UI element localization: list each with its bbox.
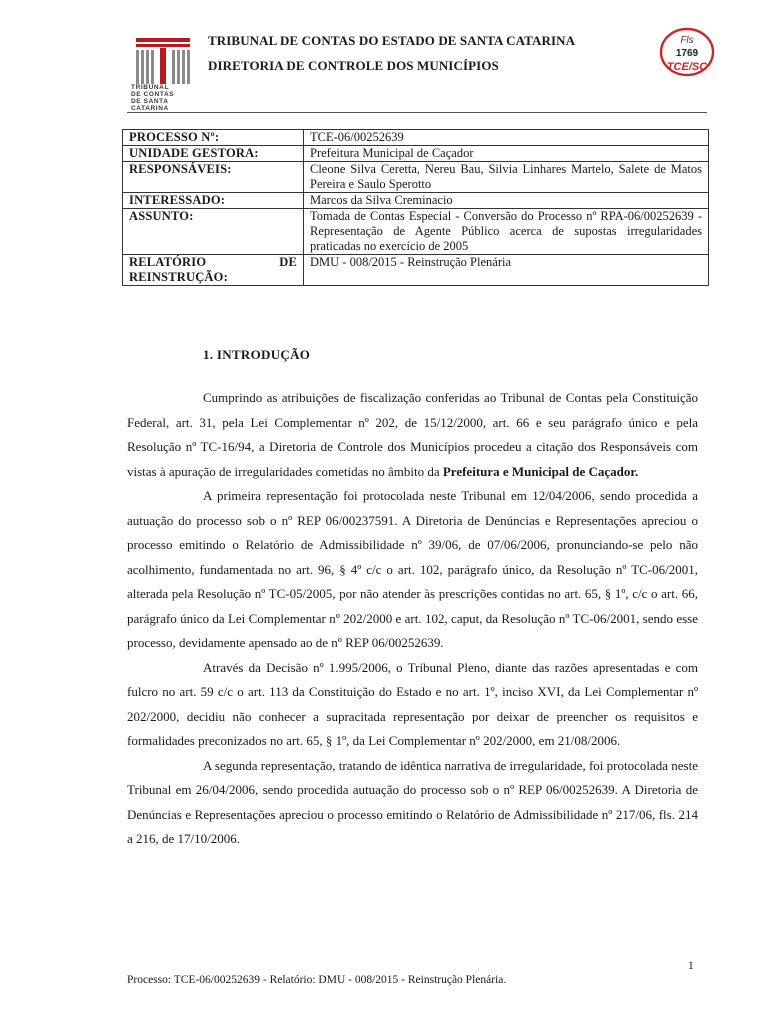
stamp-tce-label: TCE/SC — [666, 61, 708, 73]
unidade-label: UNIDADE GESTORA: — [123, 146, 304, 162]
table-row — [123, 146, 709, 162]
logo-wordmark: TRIBUNAL DE CONTAS DE SANTA CATARINA — [131, 84, 175, 112]
paragraph-4: A segunda representação, tratando de idêntica narrativa de irregularidade, foi protocolada neste Tribunal em 26/04/2006, sendo procedida autuação do processo sob o nº REP 06/00252639. A Diretoria de Denúncias e Representações apreciou o processo emitindo o Relatório de Admissibilidade nº 217/06, fls. 214 a 216, de 17/10/2006. — [127, 757, 698, 846]
table-row — [123, 130, 709, 146]
directorate-name: DIRETORIA DE CONTROLE DOS MUNICÍPIOS — [208, 58, 499, 73]
relatorio-label-word1: RELATÓRIO — [129, 255, 207, 269]
responsaveis-value: Cleone Silva Ceretta, Nereu Bau, Silvia Linhares Martelo, Salete de Matos Pereira e Saulo Sperotto — [304, 162, 709, 193]
entity-name: Prefeitura e Municipal de Caçador. — [442, 463, 639, 479]
table-row — [123, 193, 709, 209]
processo-label: PROCESSO Nº: — [123, 130, 304, 146]
org-name: TRIBUNAL DE CONTAS DO ESTADO DE SANTA CATARINA — [208, 33, 576, 48]
interessado-value: Marcos da Silva Creminacio — [304, 193, 709, 209]
relatorio-label-word3: REINSTRUÇÃO: — [129, 270, 228, 284]
paragraph-1: Cumprindo as atribuições de fiscalização conferidas ao Tribunal de Contas pela Constituição Federal, art. 31, pela Lei Complementar nº 202, de 15/12/2000, art. 66 e seu parágrafo único e pela Resolução nº TC-16/94, a Diretoria de Controle dos Municípios procedeu a citação dos Responsáveis com vistas à apuração de irregularidades cometidas no âmbito da Prefeitura e Municipal de Caçador. — [127, 390, 698, 479]
process-info-table — [122, 129, 709, 286]
header-divider — [127, 112, 707, 113]
relatorio-value: DMU - 008/2015 - Reinstrução Plenária — [304, 255, 709, 286]
page-number: 1 — [688, 960, 694, 972]
stamp-fls-label: Fls — [680, 35, 694, 46]
folio-stamp — [658, 26, 716, 78]
table-row — [123, 209, 709, 255]
unidade-value: Prefeitura Municipal de Caçador — [304, 146, 709, 162]
assunto-label: ASSUNTO: — [123, 209, 304, 255]
table-row — [123, 255, 709, 286]
relatorio-label-word2: DE — [279, 255, 297, 269]
responsaveis-label: RESPONSÁVEIS: — [123, 162, 304, 193]
page-footer: Processo: TCE-06/00252639 - Relatório: DMU - 008/2015 - Reinstrução Plenária. — [127, 974, 507, 986]
paragraph-3: Através da Decisão nº 1.995/2006, o Tribunal Pleno, diante das razões apresentadas e com fulcro no art. 59 c/c o art. 113 da Constituição do Estado e no art. 1º, inciso XVI, da Lei Complementar nº 202/2000, decidiu não conhecer a supracitada representação por deixar de preencher os requisitos e formalidades preconizados no art. 65, § 1º, da Lei Complementar nº 202/2000, em 21/08/2006. — [127, 659, 698, 748]
assunto-value: Tomada de Contas Especial - Conversão do Processo nº RPA-06/00252639 - Representação de Agente Público acerca de supostas irregularidades praticadas no exercício de 2005 — [304, 209, 709, 255]
processo-value: TCE-06/00252639 — [304, 130, 709, 146]
relatorio-label — [123, 255, 304, 286]
table-row — [123, 162, 709, 193]
stamp-folio-number: 1769 — [675, 48, 699, 59]
section-title: 1. INTRODUÇÃO — [203, 347, 311, 362]
paragraph-2: A primeira representação foi protocolada neste Tribunal em 12/04/2006, sendo procedida a autuação do processo sob o nº REP 06/00237591. A Diretoria de Denúncias e Representações apreciou o processo emitindo o Relatório de Admissibilidade nº 39/06, de 07/06/2006, pronunciando-se pelo não acolhimento, fundamentada no art. 96, § 4º c/c o art. 102, parágrafo único, da Resolução nº TC-06/2001, alterada pela Resolução nº TC-05/2005, por não atender às prescrições contidas no art. 65, § 1º, c/c o art. 66, parágrafo único da Lei Complementar nº 202/2000 e art. 102, caput, da Resolução nº TC-06/2001, sendo esse processo, devidamente apensado ao de nº REP 06/00252639. — [127, 488, 698, 650]
document-body — [127, 386, 698, 852]
interessado-label: INTERESSADO: — [123, 193, 304, 209]
